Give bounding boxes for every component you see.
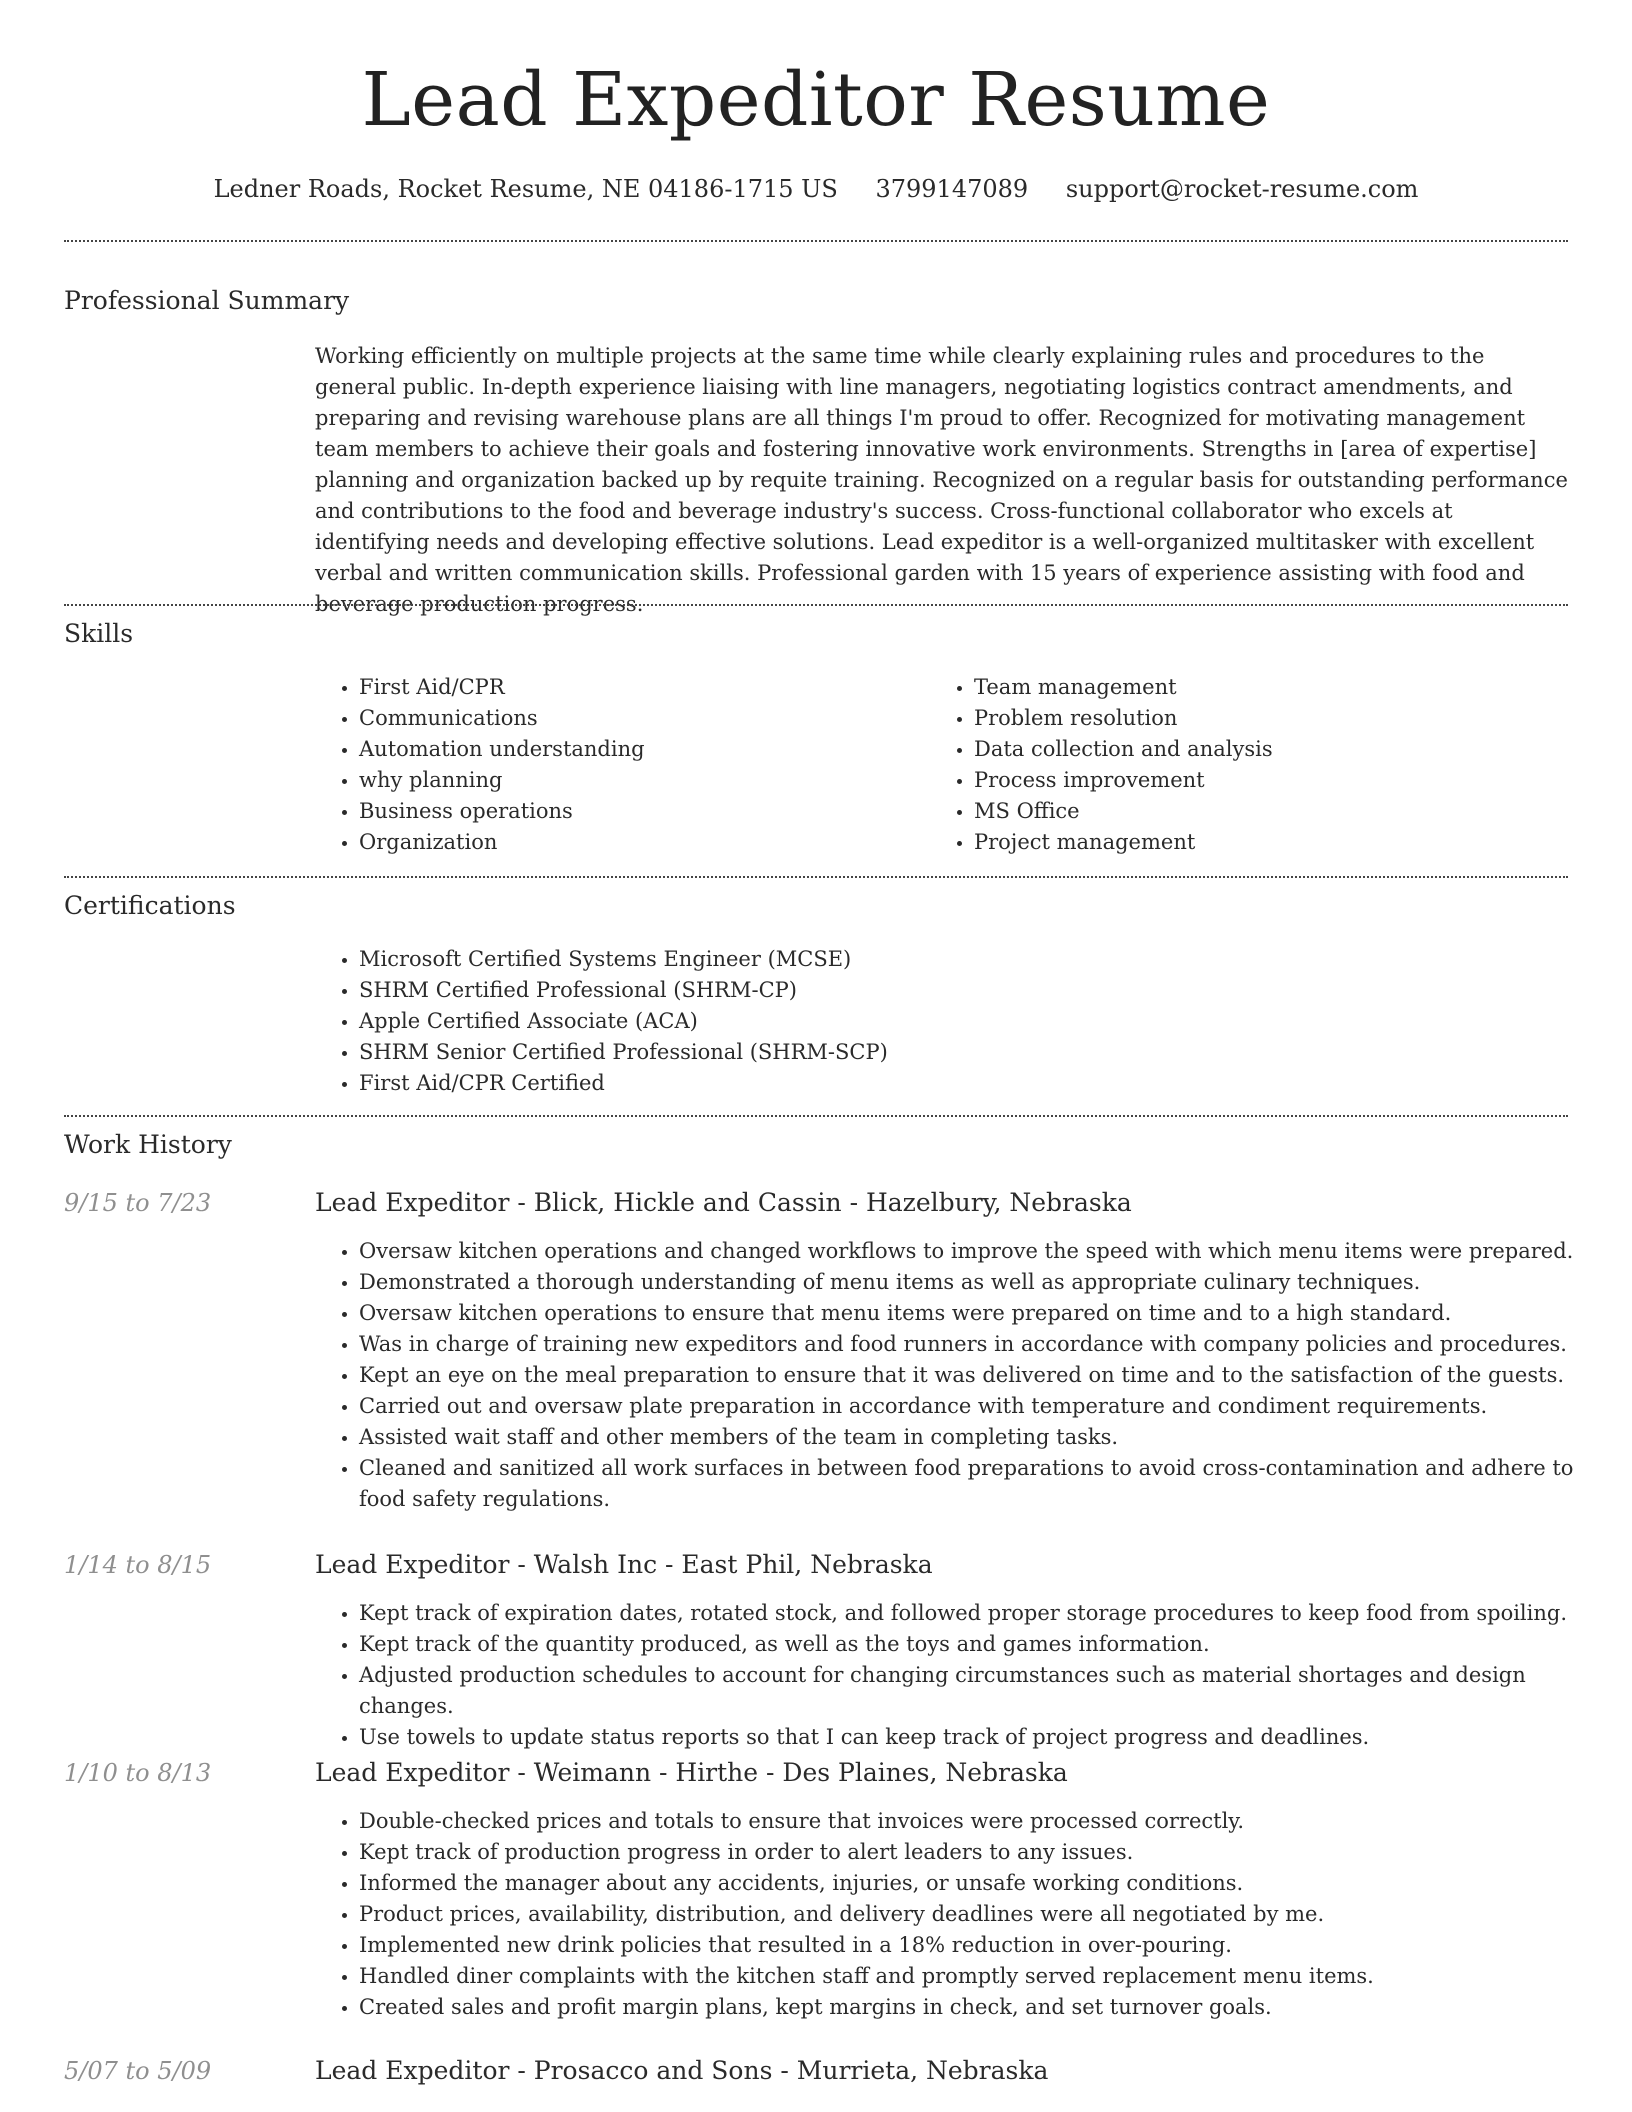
contact-line bbox=[0, 171, 1632, 207]
job-bullets bbox=[315, 1236, 1609, 1515]
skills-list-left bbox=[315, 672, 919, 858]
summary-text: Working efficiently on multiple projects at the same time while clearly explaining rules and procedures to the general public. In-depth experience liaising with line managers, negotiating logistics contract amendments, and preparing and revising warehouse plans are all things I'm proud to offer. Recognized for motivating management team members to achieve their goals and fostering innovative work environments. Strengths in [area of expertise] planning and organization backed up by requite training. Recognized on a regular basis for outstanding performance and contributions to the food and beverage industry's success. Cross-functional collaborator who excels at identifying needs and developing effective solutions. Lead expeditor is a well-organized multitasker with excellent verbal and written communication skills. Professional garden with 15 years of experience assisting with food and beverage production progress. bbox=[315, 344, 1568, 616]
work-history-heading: Work History bbox=[64, 1130, 232, 1159]
skill-item: • First Aid/CPR bbox=[359, 672, 919, 703]
divider bbox=[64, 876, 1568, 878]
job-bullet: • Product prices, availability, distribution, and delivery deadlines were all negotiated by me. bbox=[359, 1899, 1609, 1930]
skill-item: • Automation understanding bbox=[359, 734, 919, 765]
certifications-list bbox=[315, 944, 1609, 1099]
skill-item: • Organization bbox=[359, 827, 919, 858]
job-bullets bbox=[315, 1598, 1609, 1753]
summary-heading: Professional Summary bbox=[64, 286, 350, 315]
job-bullet: • Carried out and oversaw plate preparation in accordance with temperature and condiment requirements. bbox=[359, 1391, 1609, 1422]
job-title: Lead Expeditor - Blick, Hickle and Cassin - Hazelbury, Nebraska bbox=[315, 1188, 1132, 1217]
job-dates: 9/15 to 7/23 bbox=[64, 1189, 212, 1217]
job-bullets bbox=[315, 1806, 1609, 2023]
skill-item: • Process improvement bbox=[974, 765, 1574, 796]
job-bullet: • Kept track of production progress in order to alert leaders to any issues. bbox=[359, 1837, 1609, 1868]
job-bullet: • Kept an eye on the meal preparation to ensure that it was delivered on time and to the satisfaction of the guests. bbox=[359, 1360, 1609, 1391]
certifications-heading: Certifications bbox=[64, 891, 236, 920]
divider bbox=[64, 1115, 1568, 1117]
job-bullet: • Oversaw kitchen operations to ensure that menu items were prepared on time and to a high standard. bbox=[359, 1298, 1609, 1329]
job-dates: 1/14 to 8/15 bbox=[64, 1551, 212, 1579]
skill-item: • Data collection and analysis bbox=[974, 734, 1574, 765]
job-bullet: • Adjusted production schedules to account for changing circumstances such as material shortages and design changes. bbox=[359, 1660, 1609, 1722]
skill-item: • why planning bbox=[359, 765, 919, 796]
job-bullet: • Informed the manager about any accidents, injuries, or unsafe working conditions. bbox=[359, 1868, 1609, 1899]
job-bullet: • Double-checked prices and totals to ensure that invoices were processed correctly. bbox=[359, 1806, 1609, 1837]
skill-item: • Problem resolution bbox=[974, 703, 1574, 734]
job-bullet: • Cleaned and sanitized all work surfaces in between food preparations to avoid cross-contamination and adhere to food safety regulations. bbox=[359, 1453, 1609, 1515]
skills-list-right bbox=[930, 672, 1574, 858]
resume-title: Lead Expeditor Resume bbox=[361, 57, 1271, 143]
certification-item: • Microsoft Certified Systems Engineer (MCSE) bbox=[359, 944, 1609, 975]
certification-item: • SHRM Senior Certified Professional (SHRM-SCP) bbox=[359, 1037, 1609, 1068]
job-bullet: • Created sales and profit margin plans, kept margins in check, and set turnover goals. bbox=[359, 1992, 1609, 2023]
job-bullet: • Assisted wait staff and other members of the team in completing tasks. bbox=[359, 1422, 1609, 1453]
skill-item: • Project management bbox=[974, 827, 1574, 858]
job-dates: 1/10 to 8/13 bbox=[64, 1759, 212, 1787]
certification-item: • First Aid/CPR Certified bbox=[359, 1068, 1609, 1099]
job-title: Lead Expeditor - Walsh Inc - East Phil, Nebraska bbox=[315, 1550, 933, 1579]
skill-item: • MS Office bbox=[974, 796, 1574, 827]
job-bullet: • Kept track of expiration dates, rotated stock, and followed proper storage procedures to keep food from spoiling. bbox=[359, 1598, 1609, 1629]
job-bullet: • Handled diner complaints with the kitchen staff and promptly served replacement menu items. bbox=[359, 1961, 1609, 1992]
job-bullet: • Demonstrated a thorough understanding of menu items as well as appropriate culinary techniques. bbox=[359, 1267, 1609, 1298]
certification-item: • SHRM Certified Professional (SHRM-CP) bbox=[359, 975, 1609, 1006]
job-bullet: • Was in charge of training new expeditors and food runners in accordance with company policies and procedures. bbox=[359, 1329, 1609, 1360]
job-bullet: • Oversaw kitchen operations and changed workflows to improve the speed with which menu items were prepared. bbox=[359, 1236, 1609, 1267]
skill-item: • Business operations bbox=[359, 796, 919, 827]
job-title: Lead Expeditor - Prosacco and Sons - Murrieta, Nebraska bbox=[315, 2056, 1049, 2085]
job-bullet: • Kept track of the quantity produced, as well as the toys and games information. bbox=[359, 1629, 1609, 1660]
job-title: Lead Expeditor - Weimann - Hirthe - Des Plaines, Nebraska bbox=[315, 1758, 1068, 1787]
contact-phone: 3799147089 bbox=[875, 175, 1029, 203]
divider bbox=[64, 604, 1568, 606]
skill-item: • Communications bbox=[359, 703, 919, 734]
certification-item: • Apple Certified Associate (ACA) bbox=[359, 1006, 1609, 1037]
job-bullet: • Use towels to update status reports so that I can keep track of project progress and deadlines. bbox=[359, 1722, 1609, 1753]
job-dates: 5/07 to 5/09 bbox=[64, 2057, 212, 2085]
contact-email[interactable]: support@rocket-resume.com bbox=[1065, 175, 1419, 203]
job-bullet: • Implemented new drink policies that resulted in a 18% reduction in over-pouring. bbox=[359, 1930, 1609, 1961]
skill-item: • Team management bbox=[974, 672, 1574, 703]
divider bbox=[64, 240, 1568, 242]
skills-heading: Skills bbox=[64, 619, 134, 648]
contact-address: Ledner Roads, Rocket Resume, NE 04186-1715 US bbox=[213, 175, 838, 203]
